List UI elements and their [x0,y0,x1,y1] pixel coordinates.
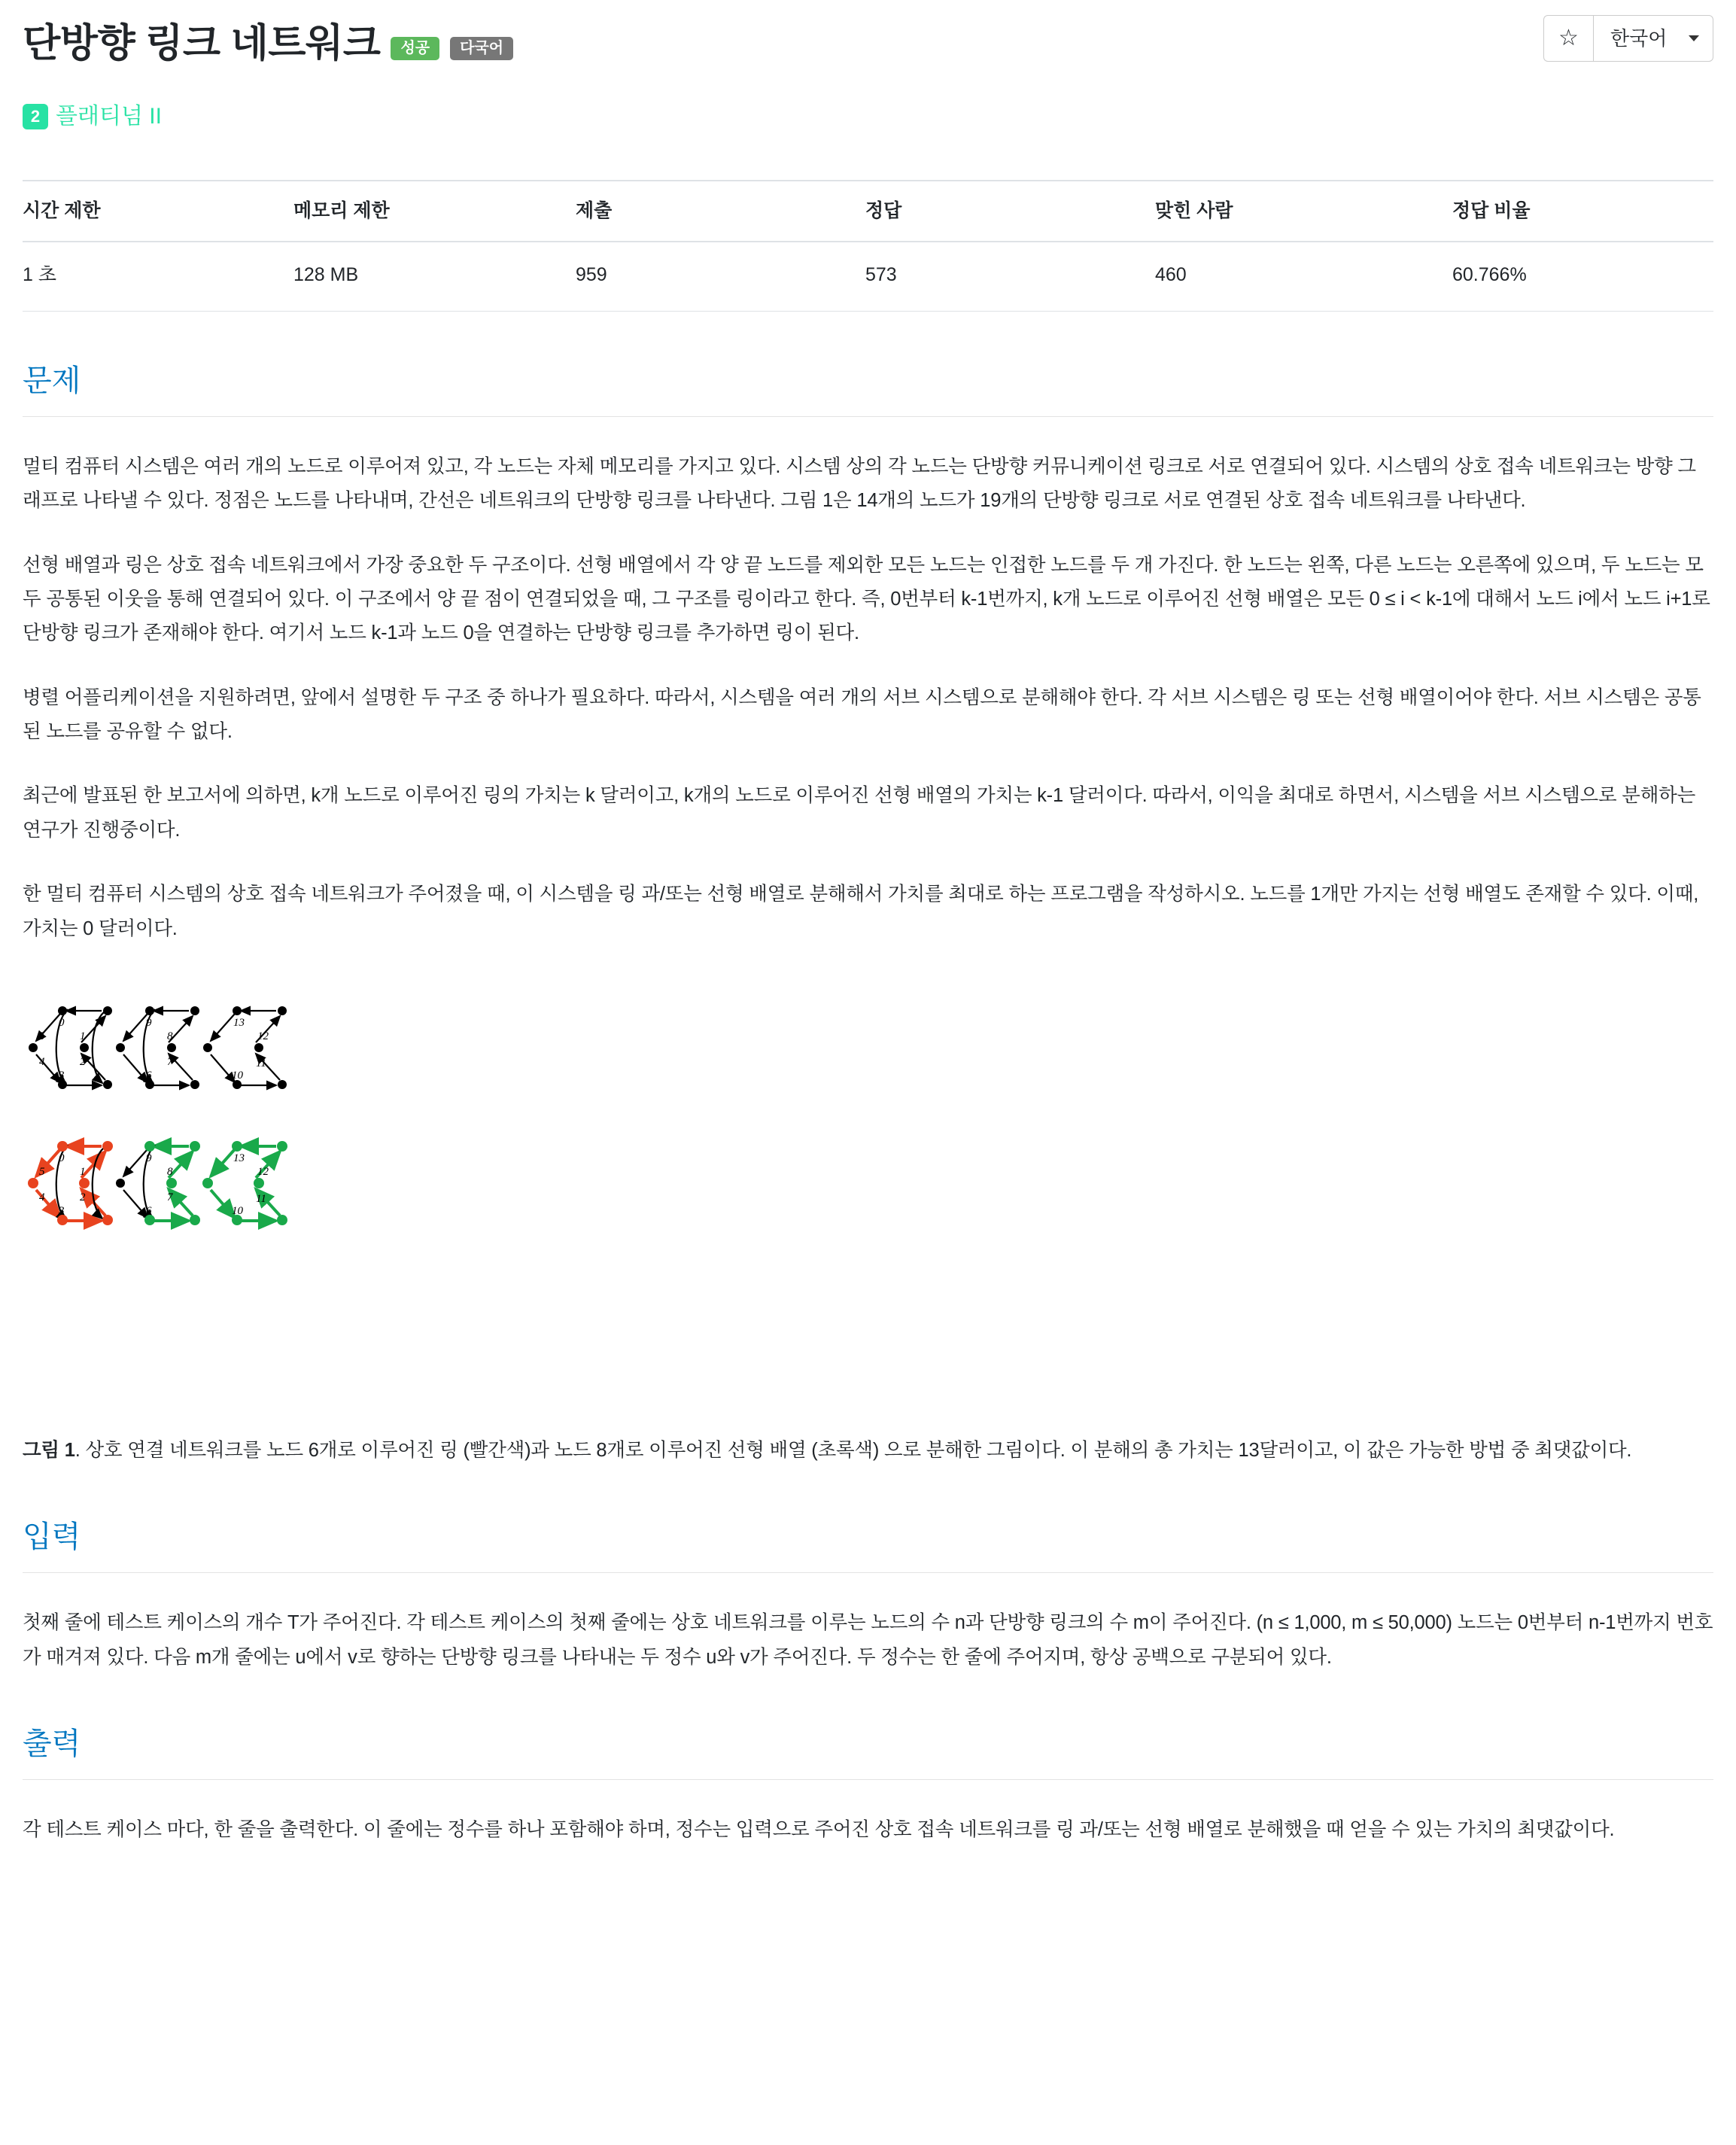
cell-submissions: 959 [576,242,865,312]
svg-text:0: 0 [59,1152,65,1164]
figure-top-graph [29,1006,287,1089]
svg-text:8: 8 [167,1030,173,1042]
output-paragraph-1: 각 테스트 케이스 마다, 한 줄을 출력한다. 이 줄에는 정수를 하나 포함해야 하며, 정수는 입력으로 주어진 상호 접속 네트워크를 링 과/또는 선형 배열로 분해했을 때 얻을 수 있는 가치의 최댓값이다. [23,1818,1615,1840]
section-title-output: 출력 [23,1718,1713,1780]
svg-text:3: 3 [59,1204,65,1217]
column-header-accepted: 정답 [865,181,1155,242]
problem-paragraph-3: 병렬 어플리케이션을 지원하려면, 앞에서 설명한 두 구조 중 하나가 필요하다. 따라서, 시스템을 여러 개의 서브 시스템으로 분해해야 한다. 각 서브 시스템은 링 또는 선형 배열이어야 한다. 서브 시스템은 공통된 노드를 공유할 수 없다. [23,686,1701,743]
chevron-down-icon [1689,35,1699,41]
svg-text:6: 6 [146,1069,152,1082]
figure-caption-label: 그림 1 [23,1439,75,1461]
svg-text:12: 12 [257,1165,269,1178]
svg-text:13: 13 [233,1016,245,1029]
cell-solvers: 460 [1155,242,1452,312]
problem-paragraph-2: 선형 배열과 링은 상호 접속 네트워크에서 가장 중요한 두 구조이다. 선형 배열에서 각 양 끝 노드를 제외한 모든 노드는 인접한 노드를 두 개 가진다. 한 노드는 왼쪽, 다른 노드는 오른쪽에 있으며, 두 노드는 모두 공통된 이웃을 통해 연결되어 있다. 이 구조에서 양 끝 점이 연결되었을 때, 그 구조를 링이라고 한다. 즉, 0번부터 k-1번까지, k개 노드로 이루어진 선형 배열은 모든 0 ≤ i < k-1에 대해서 노드 i에서 노드 i+1로 단방향 링크가 존재해야 한다. 여기서 노드 k-1과 노드 0을 연결하는 단방향 링크를 추가하면 링이 된다. [23,554,1710,644]
svg-text:6: 6 [146,1204,152,1217]
svg-text:0: 0 [59,1016,65,1029]
svg-text:13: 13 [233,1152,245,1164]
tier-label: 플래티넘 II [56,104,162,129]
language-select[interactable] [1593,15,1713,62]
section-title-input: 입력 [23,1511,1713,1573]
svg-text:7: 7 [167,1191,173,1203]
svg-text:1: 1 [80,1030,86,1042]
star-icon[interactable]: ☆ [1543,15,1593,62]
svg-text:8: 8 [167,1165,173,1178]
figure-caption-text: . 상호 연결 네트워크를 노드 6개로 이루어진 링 (빨간색)과 노드 8개로 이루어진 선형 배열 (초록색) 으로 분해한 그림이다. 이 분해의 총 가치는 13달러이고, 이 값은 가능한 방법 중 최댓값이다. [74,1439,1632,1461]
cell-memory-limit: 128 MB [293,242,576,312]
header-actions [1543,11,1713,62]
svg-text:4: 4 [39,1055,45,1068]
svg-text:2: 2 [80,1055,86,1068]
svg-text:5: 5 [39,1030,45,1042]
page-title: 단방향 링크 네트워크 [23,22,381,65]
svg-text:1: 1 [80,1165,86,1178]
language-select-value: 한국어 [1610,26,1668,50]
problem-info-table [23,180,1713,312]
svg-text:7: 7 [167,1055,173,1068]
input-paragraph-1: 첫째 줄에 테스트 케이스의 개수 T가 주어진다. 각 테스트 케이스의 첫째 줄에는 상호 네트워크를 이루는 노드의 수 n과 단방향 링크의 수 m이 주어진다. (n ≤ 1,000, m ≤ 50,000) 노드는 0번부터 n-1번까지 번호가 매겨져 있다. 다음 m개 줄에는 u에서 v로 향하는 단방향 링크를 나타내는 두 정수 u와 v가 주어진다. 두 정수는 한 줄에 주어지며, 항상 공백으로 구분되어 있다. [23,1612,1713,1668]
column-header-time-limit: 시간 제한 [23,181,293,242]
svg-text:11: 11 [256,1192,266,1205]
table-row [23,242,1713,312]
column-header-acceptance-rate: 정답 비율 [1452,181,1713,242]
figure-bottom-graph [28,1141,287,1225]
svg-text:2: 2 [80,1191,86,1203]
svg-text:9: 9 [146,1016,152,1029]
tier-icon: 2 [23,104,48,129]
svg-text:9: 9 [146,1152,152,1164]
page-header [23,0,1713,136]
cell-acceptance-rate: 60.766% [1452,242,1713,312]
table-header-row [23,181,1713,242]
problem-paragraph-4: 최근에 발표된 한 보고서에 의하면, k개 노드로 이루어진 링의 가치는 k 달러이고, k개의 노드로 이루어진 선형 배열의 가치는 k-1 달러이다. 따라서, 이익을 최대로 하면서, 시스템을 서브 시스템으로 분해하는 연구가 진행중이다. [23,785,1695,841]
title-line [23,11,513,78]
svg-text:3: 3 [59,1069,65,1082]
tier-line[interactable] [23,97,513,136]
status-badge-multilang: 다국어 [450,37,513,60]
network-decomposition-diagram [23,982,549,1396]
figure-caption [23,1434,1713,1468]
problem-paragraph-1: 멀티 컴퓨터 시스템은 여러 개의 노드로 이루어져 있고, 각 노드는 자체 메모리를 가지고 있다. 시스템 상의 각 노드는 단방향 커뮤니케이션 링크로 서로 연결되어 있다. 시스템의 상호 접속 네트워크는 방향 그래프로 나타낼 수 있다. 정점은 노드를 나타내며, 간선은 네트워크의 단방향 링크를 나타낸다. 그림 1은 14개의 노드가 19개의 단방향 링크로 서로 연결된 상호 접속 네트워크를 나타낸다. [23,455,1696,512]
svg-text:4: 4 [39,1191,45,1203]
problem-paragraph-5: 한 멀티 컴퓨터 시스템의 상호 접속 네트워크가 주어졌을 때, 이 시스템을 링 과/또는 선형 배열로 분해해서 가치를 최대로 하는 프로그램을 작성하시오. 노드를 1개만 가지는 선형 배열도 존재할 수 있다. 이때, 가치는 0 달러이다. [23,884,1699,939]
cell-time-limit: 1 초 [23,242,293,312]
svg-text:12: 12 [257,1030,269,1042]
cell-accepted: 573 [865,242,1155,312]
figure-1 [23,982,1713,1468]
svg-text:10: 10 [232,1069,243,1082]
column-header-memory-limit: 메모리 제한 [293,181,576,242]
svg-text:5: 5 [39,1165,45,1178]
column-header-submissions: 제출 [576,181,865,242]
svg-text:11: 11 [256,1057,266,1069]
section-title-problem: 문제 [23,355,1713,417]
svg-text:10: 10 [232,1204,243,1217]
title-block [23,11,513,136]
column-header-solvers: 맞힌 사람 [1155,181,1452,242]
status-badge-success: 성공 [391,37,439,60]
